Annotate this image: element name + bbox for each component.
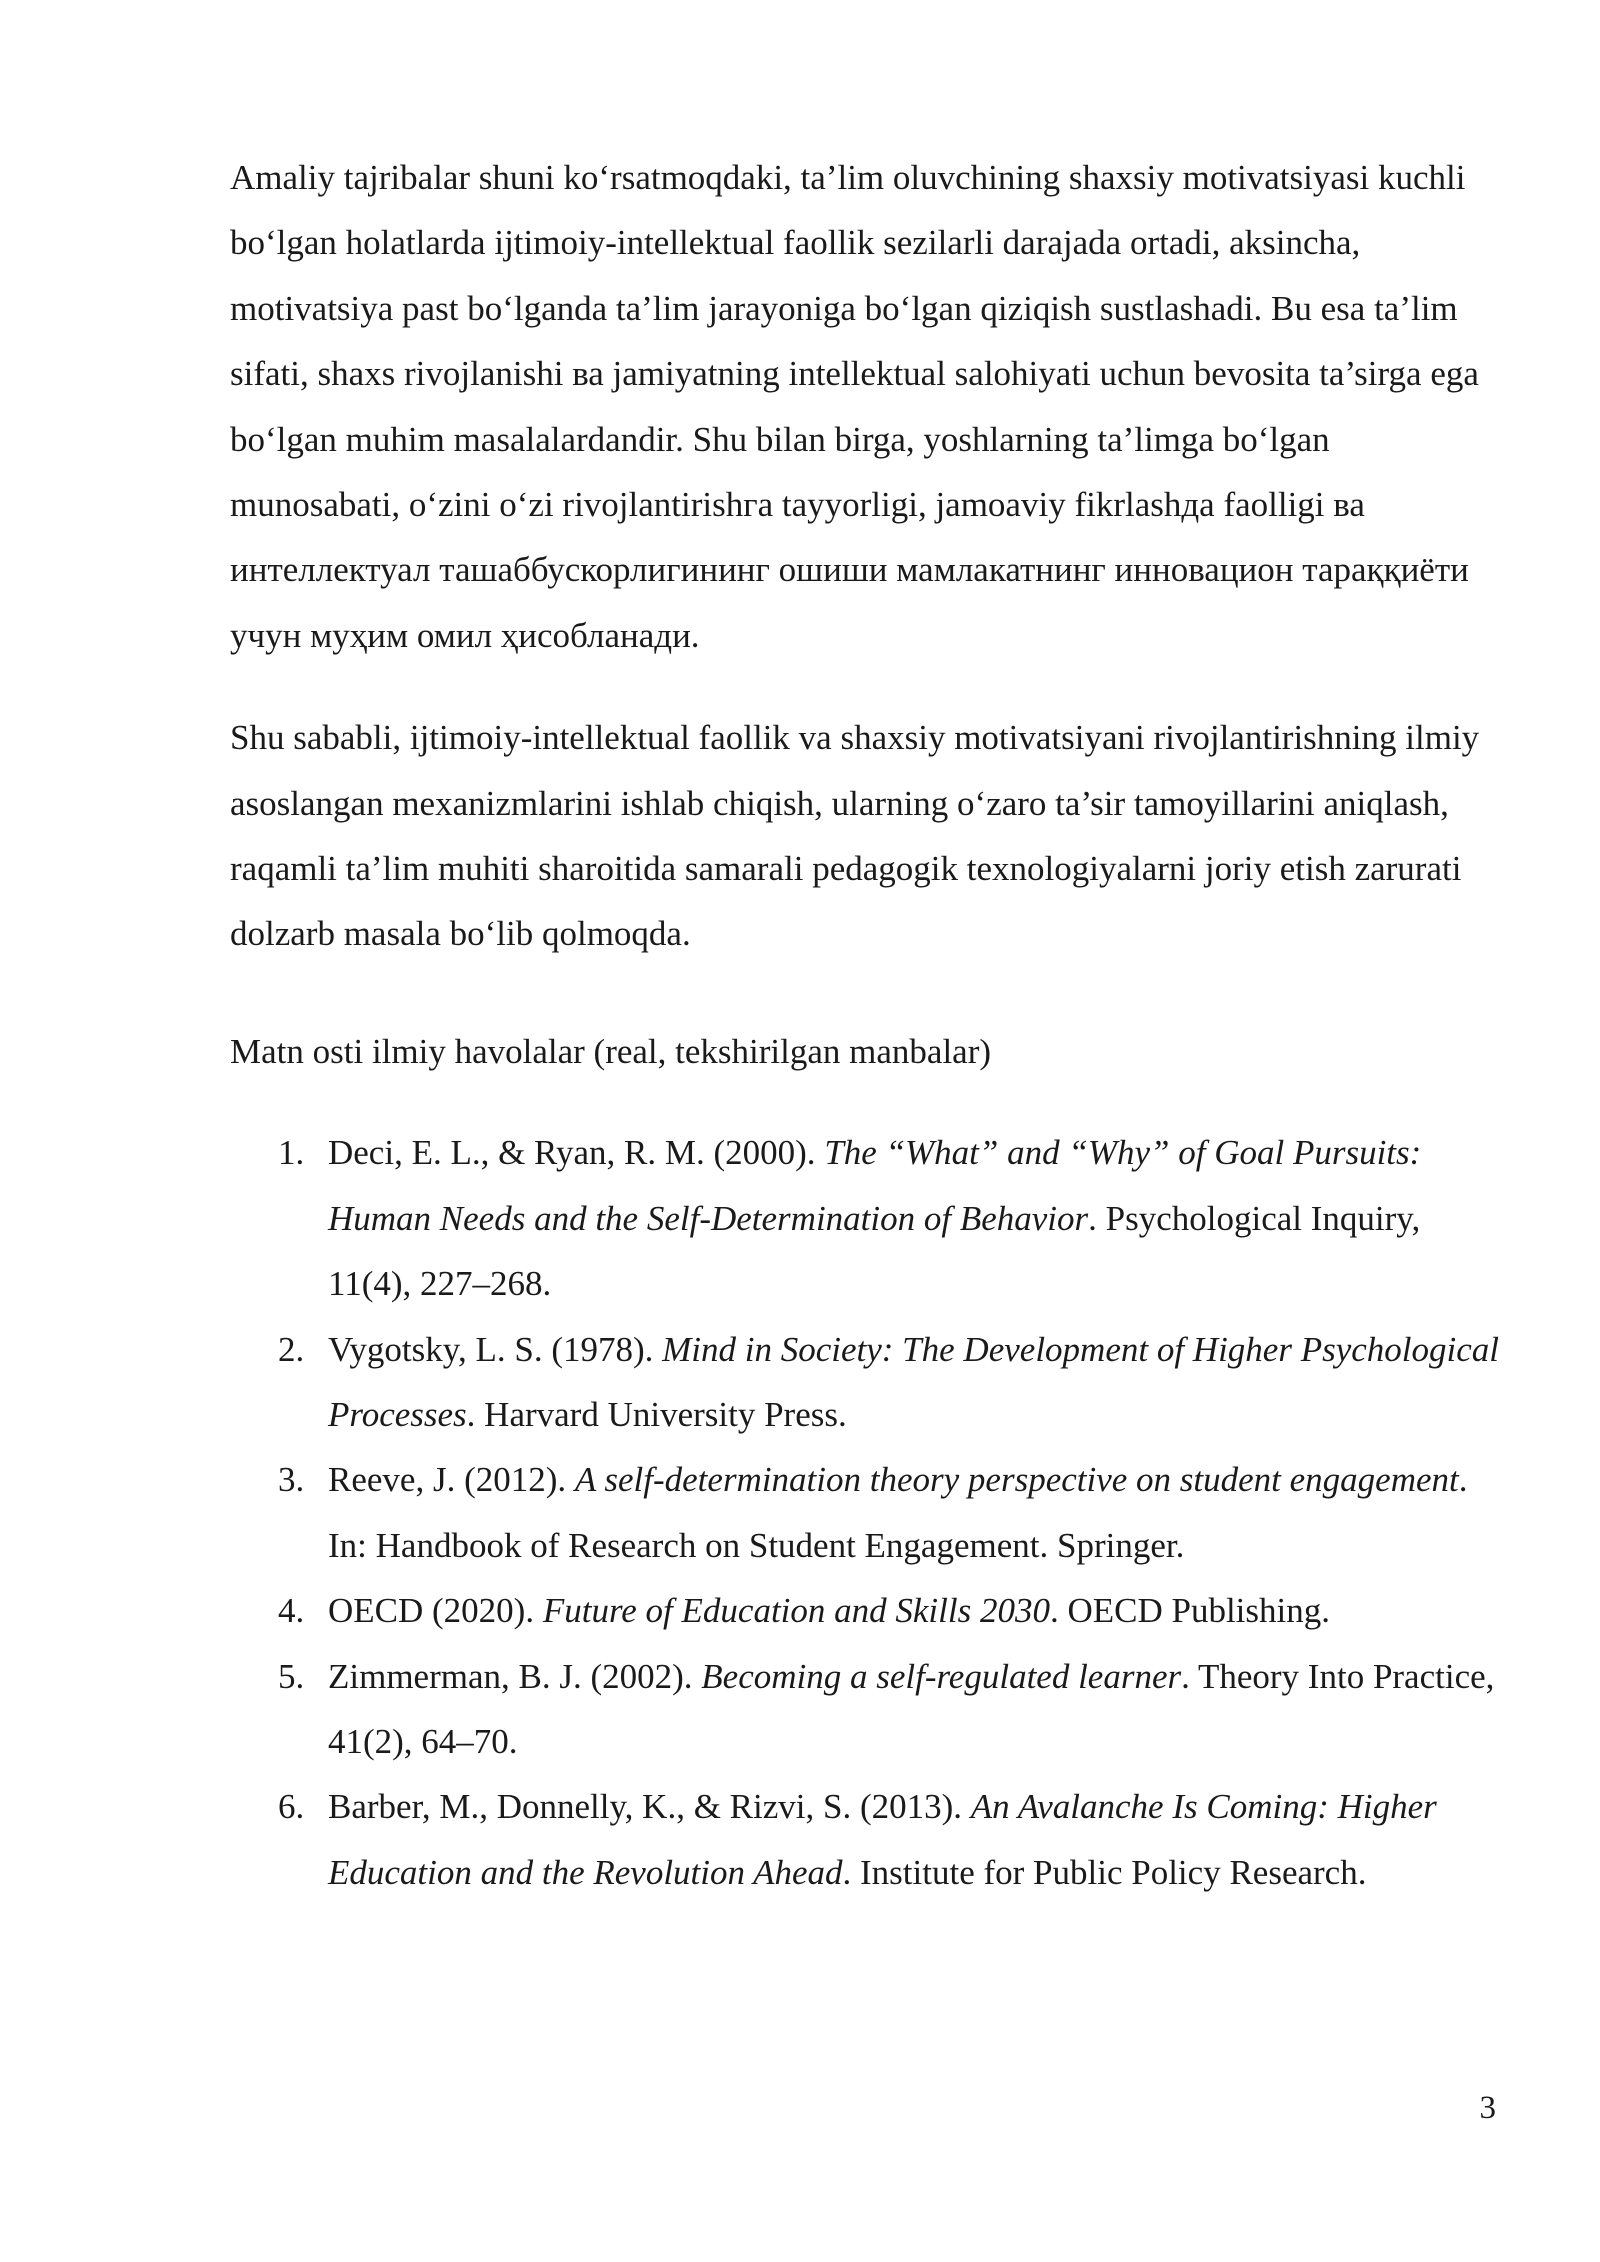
reference-title: The “What” and “Why” of Goal Pursuits: Human Needs and the Self-Determination of Behavior [328,1133,1422,1238]
reference-authors: Barber, M., Donnelly, K., & Rizvi, S. (2013). [328,1787,971,1827]
reference-title: Future of Education and Skills 2030 [542,1591,1050,1631]
reference-item [230,1120,1505,1316]
body-paragraph-1: Amaliy tajribalar shuni ko‘rsatmoqdaki, ta’lim oluvchining shaxsiy motivatsiyasi kuchli bo‘lgan holatlarda ijtimoiy-intellektual faollik sezilarli darajada ortadi, aksincha, motivatsiya past bo‘lganda ta’lim jarayoniga bo‘lgan qiziqish sustlashadi. Bu esa ta’lim sifati, shaxs rivojlanishi ва jamiyatning intellektual salohiyati uchun bevosita ta’sirga ega bo‘lgan muhim masalalardandir. Shu bilan birga, yoshlarning ta’limga bo‘lgan munosabati, o‘zini o‘zi rivojlantirishга tayyorligi, jamoaviy fikrlashда faolligi ва интеллектуал ташаббускорлигининг ошиши мамлакатнинг инновацион тараққиёти учун муҳим омил ҳисобланади. [230,158,1479,655]
reference-number: 1. [278,1133,305,1173]
reference-authors: Vygotsky, L. S. (1978). [328,1329,663,1369]
reference-item [230,1447,1505,1578]
reference-number: 3. [278,1460,305,1500]
page-number: 3 [1479,2090,1496,2126]
reference-item [230,1578,1505,1643]
reference-number: 4. [278,1591,305,1631]
reference-authors: OECD (2020). [328,1591,543,1631]
reference-title: Mind in Society: The Development of Higher Psychological Processes [328,1329,1499,1434]
reference-item [230,1644,1505,1775]
reference-title: An Avalanche Is Coming: Higher Education and the Revolution Ahead [328,1787,1437,1892]
reference-source: . Harvard University Press. [466,1394,847,1434]
reference-number: 5. [278,1656,305,1696]
reference-source: . In: Handbook of Research on Student Engagement. Springer. [328,1460,1468,1565]
reference-authors: Reeve, J. (2012). [328,1460,575,1500]
document-body [230,145,1505,1905]
reference-title: Becoming a self-regulated learner [701,1656,1182,1696]
reference-number: 2. [278,1329,305,1369]
reference-source: . Institute for Public Policy Research. [842,1852,1367,1892]
reference-authors: Zimmerman, B. J. (2002). [328,1656,702,1696]
reference-item [230,1774,1505,1905]
reference-title: A self-determination theory perspective on student engagement [574,1460,1459,1500]
body-paragraph-2: Shu sababli, ijtimoiy-intellektual faollik va shaxsiy motivatsiyani rivojlantirishning ilmiy asoslangan mexanizmlarini ishlab chiqish, ularning o‘zaro ta’sir tamoyillarini aniqlash, raqamli ta’lim muhiti sharoitida samarali pedagogik texnologiyalarni joriy etish zarurati dolzarb masala bo‘lib qolmoqda. [230,718,1480,954]
reference-source: . Psychological Inquiry, 11(4), 227–268. [328,1198,1421,1304]
references-heading: Matn osti ilmiy havolalar (real, tekshirilgan manbalar) [230,1031,992,1071]
reference-source: . OECD Publishing. [1049,1591,1331,1631]
reference-item [230,1317,1505,1448]
reference-source: . Theory Into Practice, 41(2), 64–70. [328,1656,1495,1761]
references-list [230,1120,1505,1905]
reference-authors: Deci, E. L., & Ryan, R. M. (2000). [328,1133,825,1173]
reference-number: 6. [278,1787,305,1827]
